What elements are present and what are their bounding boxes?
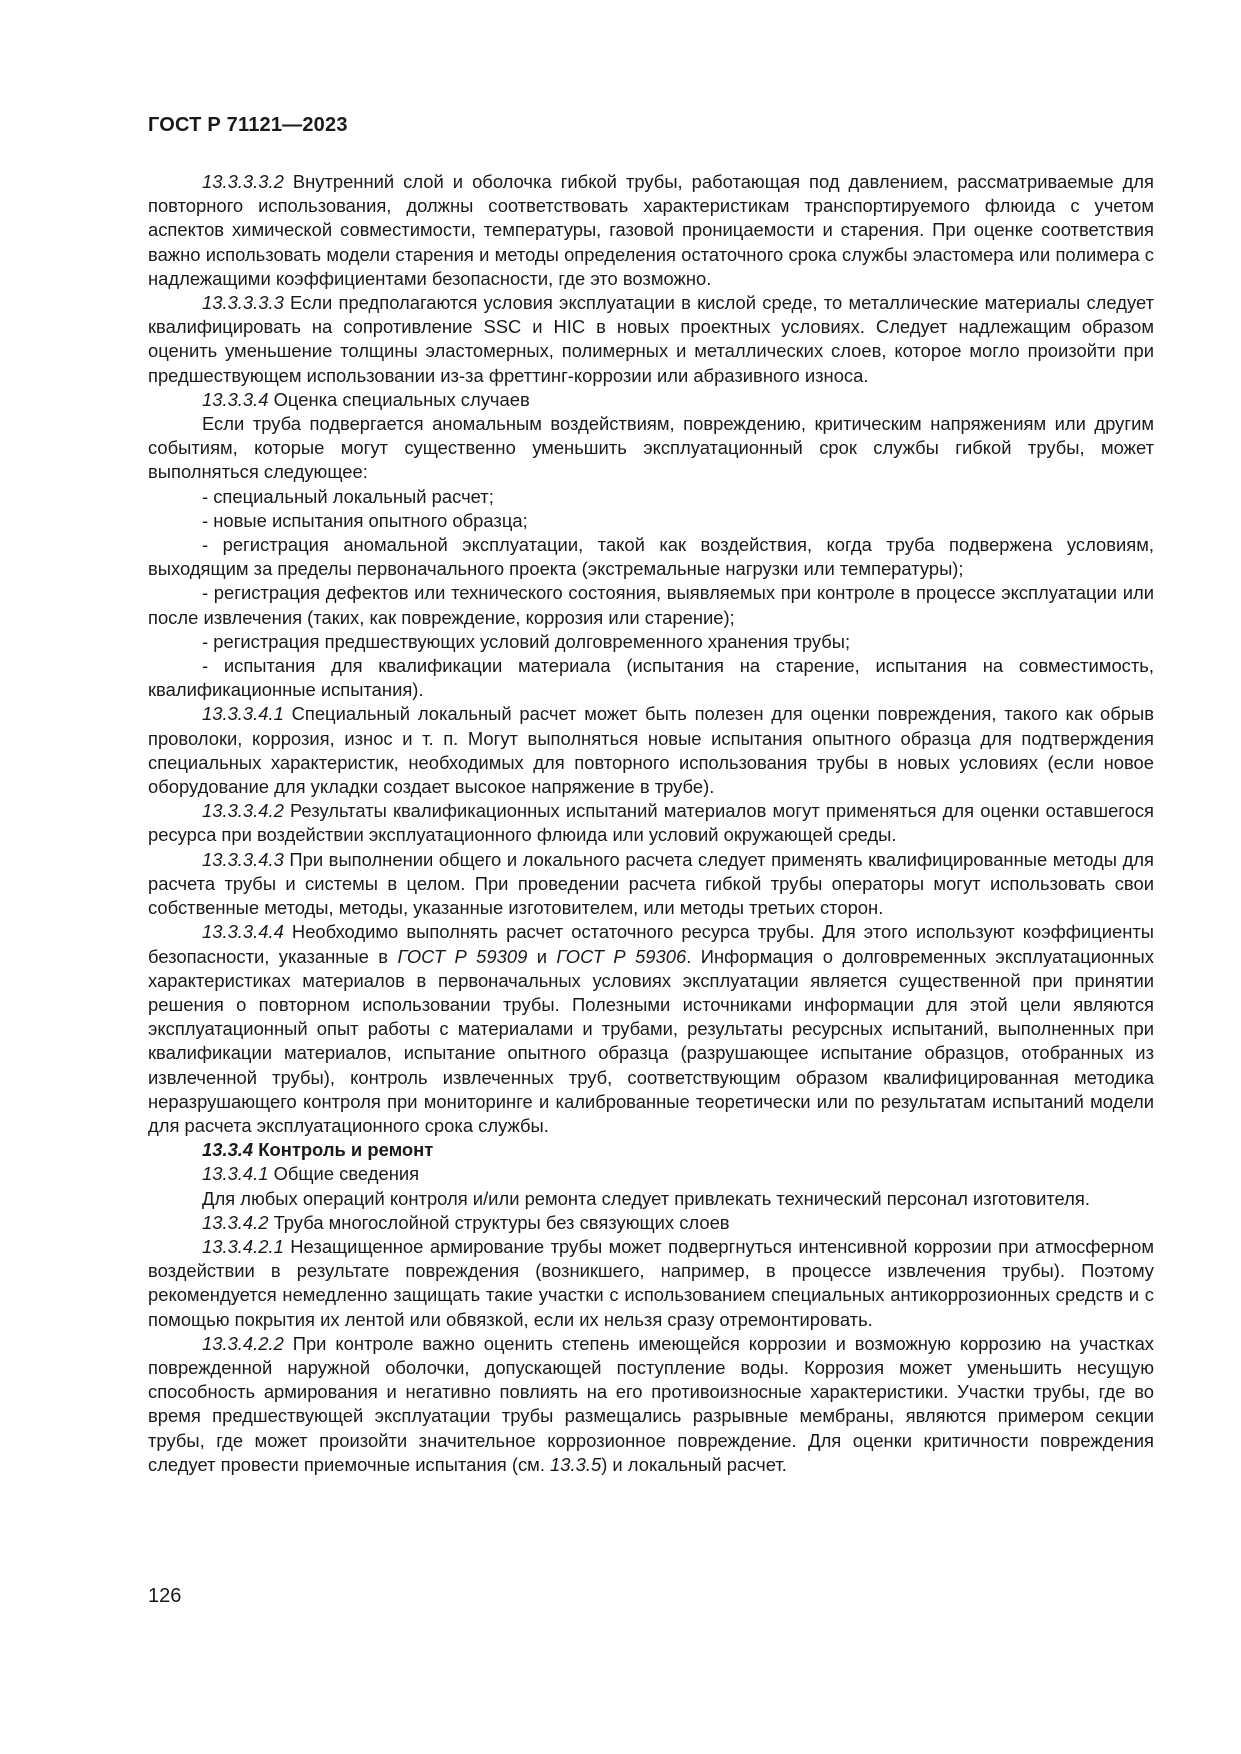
paragraph-text: Труба многослойной структуры без связующих слоев <box>268 1211 730 1233</box>
paragraph-13-3-4-2-1 <box>148 1235 1154 1332</box>
clause-number: 13.3.3.4.4 <box>202 921 284 943</box>
clause-number: 13.3.3.4 <box>202 388 269 410</box>
paragraph-13-3-4-2 <box>148 1211 1154 1235</box>
page-number: 126 <box>148 1585 182 1607</box>
paragraph-text: Общие сведения <box>268 1163 420 1185</box>
clause-number: 13.3.4.2.2 <box>202 1332 284 1354</box>
paragraph-text: Оценка специальных случаев <box>268 388 530 410</box>
list-item: - новые испытания опытного образца; <box>202 509 528 531</box>
paragraph-13-3-3-3-2 <box>148 170 1154 291</box>
section-heading-13-3-4 <box>148 1138 1154 1162</box>
paragraph-13-3-3-4-3 <box>148 848 1154 921</box>
paragraph-text: . Информация о долговременных эксплуатационных характеристиках материалов в первоначальных условиях эксплуатации является существенной при принятии решения о повторном использовании трубы. Полезными источниками информации для этой цели являются эксплуатационный опыт работы с материалами и трубами, результаты ресурсных испытаний, выполненных при квалификации материалов, испытание опытного образца (разрушающее испытание образцов, отобранных из извлеченной трубы), контроль извлеченных труб, соответствующим образом квалифицированная методика неразрушающего контроля при мониторинге и калиброванные теоретически или по результатам испытаний модели для расчета эксплуатационного срока службы. <box>148 945 1154 1136</box>
clause-number: 13.3.4.2 <box>202 1211 269 1233</box>
section-number: 13.3.4 <box>202 1139 254 1161</box>
document-body <box>148 170 1154 1477</box>
clause-number: 13.3.3.4.3 <box>202 848 284 870</box>
clause-reference-link[interactable]: 13.3.5 <box>550 1453 602 1475</box>
paragraph-text: Если предполагаются условия эксплуатации в кислой среде, то металлические материалы следует квалифицировать на сопротивление SSC и HIC в новых проектных условиях. Следует надлежащим образом оценить уменьшение толщины эластомерных, полимерных и металлических слоев, которое могло произойти при предшествующем использовании из-за фреттинг-коррозии или абразивного износа. <box>148 292 1154 386</box>
paragraph-13-3-4-2-2 <box>148 1332 1154 1477</box>
paragraph-text: Незащищенное армирование трубы может подвергнуться интенсивной коррозии при атмосферном воздействии в результате повреждения (возникшего, например, в процессе извлечения трубы). Поэтому рекомендуется немедленно защищать такие участки с использованием специальных антикоррозионных средств и с помощью покрытия их лентой или обвязкой, если их нельзя сразу отремонтировать. <box>148 1235 1154 1330</box>
paragraph-text: и <box>527 945 557 967</box>
section-title: Контроль и ремонт <box>253 1139 434 1161</box>
paragraph-text: Специальный локальный расчет может быть полезен для оценки повреждения, такого как обрыв проволоки, коррозия, износ и т. п. Могут выполняться новые испытания опытного образца для подтверждения специальных характеристик, необходимых для повторного использования трубы в новых условиях (если новое оборудование для укладки создает высокое напряжение в трубе). <box>148 703 1154 798</box>
clause-number: 13.3.3.3.3 <box>202 292 284 314</box>
list-item: - регистрация аномальной эксплуатации, такой как воздействия, когда труба подвержена условиям, выходящим за пределы первоначального проекта (экстремальные нагрузки или температуры); <box>148 534 1154 580</box>
paragraph-13-3-4-1 <box>148 1162 1154 1186</box>
paragraph-text: При контроле важно оценить степень имеющейся коррозии и возможную коррозию на участках поврежденной наружной оболочки, допускающей поступление воды. Коррозия может уменьшить несущую способность армирования и негативно повлиять на его противоизносные характеристики. Участки трубы, где во время предшествующей эксплуатации трубы размещались разрывные мембраны, являются примером секции трубы, где может произойти значительное коррозионное повреждение. Для оценки критичности повреждения следует провести приемочные испытания (см. <box>148 1332 1154 1475</box>
paragraph-text: Результаты квалификационных испытаний материалов могут применяться для оценки оставшегося ресурса при воздействии эксплуатационного флюида или условий окружающей среды. <box>148 800 1154 846</box>
document-code-header: ГОСТ Р 71121—2023 <box>148 114 348 136</box>
list-item: - регистрация дефектов или технического состояния, выявляемых при контроле в процессе эксплуатации или после извлечения (таких, как повреждение, коррозия или старение); <box>148 582 1154 628</box>
paragraph-text: Внутренний слой и оболочка гибкой трубы, работающая под давлением, рассматриваемые для повторного использования, должны соответствовать характеристикам транспортируемого флюида с учетом аспектов химической совместимости, температуры, газовой проницаемости и старения. При оценке соответствия важно использовать модели старения и методы определения остаточного срока службы эластомера или полимера с надлежащими коэффициентами безопасности, где это возможно. <box>148 171 1154 289</box>
standard-reference-link[interactable]: ГОСТ Р 59306 <box>556 945 687 967</box>
paragraph-13-3-3-4 <box>148 388 1154 412</box>
clause-number: 13.3.4.1 <box>202 1163 269 1185</box>
paragraph-13-3-3-4-2 <box>148 799 1154 847</box>
paragraph-13-3-3-4-4 <box>148 920 1154 1138</box>
clause-number: 13.3.3.4.2 <box>202 800 284 822</box>
paragraph-13-3-3-3-3 <box>148 291 1154 388</box>
clause-number: 13.3.3.4.1 <box>202 703 284 725</box>
clause-number: 13.3.4.2.1 <box>202 1235 284 1257</box>
paragraph-text: ) и локальный расчет. <box>601 1453 787 1475</box>
paragraph-text: Для любых операций контроля и/или ремонта следует привлекать технический персонал изготовителя. <box>202 1187 1090 1209</box>
standard-reference-link[interactable]: ГОСТ Р 59309 <box>397 945 528 967</box>
paragraph-text: При выполнении общего и локального расчета следует применять квалифицированные методы для расчета трубы и системы в целом. При проведении расчета гибкой трубы операторы могут использовать свои собственные методы, методы, указанные изготовителем, или методы третьих сторон. <box>148 848 1154 919</box>
clause-number: 13.3.3.3.2 <box>202 171 284 192</box>
list-item: - специальный локальный расчет; <box>202 485 494 507</box>
list-item: - регистрация предшествующих условий долговременного хранения трубы; <box>202 630 851 652</box>
paragraph-13-3-3-4-1 <box>148 702 1154 799</box>
paragraph-text: Необходимо выполнять расчет остаточного ресурса трубы. Для этого используют коэффициенты безопасности, указанные в <box>148 921 1154 967</box>
list-item: - испытания для квалификации материала (испытания на старение, испытания на совместимость, квалификационные испытания). <box>148 655 1154 701</box>
paragraph-text-intro: Если труба подвергается аномальным воздействиям, повреждению, критическим напряжениям или другим событиям, которые могут существенно уменьшить эксплуатационный срок службы гибкой трубы, может выполняться следующее: <box>148 413 1154 483</box>
